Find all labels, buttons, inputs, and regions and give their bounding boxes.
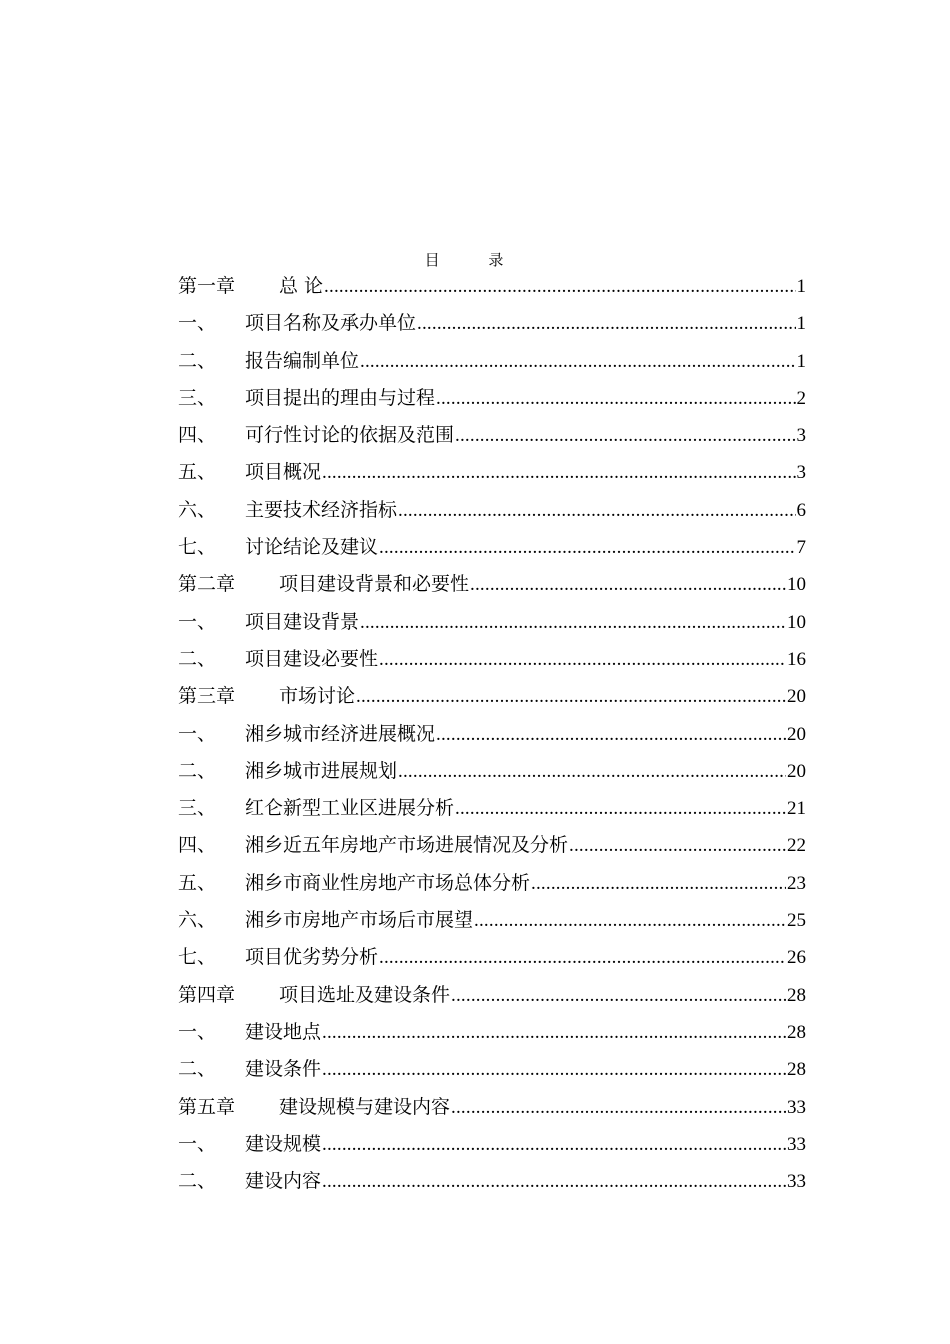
toc-chapter-entry[interactable] [178,678,806,715]
toc-section-entry[interactable] [178,902,806,939]
toc-section-entry[interactable] [178,380,806,417]
toc-entry-label: 市场讨论 [279,685,356,708]
toc-title: 目 录 [424,251,526,269]
toc-entry-label: 湘乡近五年房地产市场进展情况及分析 [245,834,569,857]
toc-entry-label: 项目优劣势分析 [245,946,379,969]
dot-leader [379,939,786,976]
toc-entry-number: 五、 [178,461,217,484]
toc-page-number: 22 [787,835,806,857]
dot-leader [322,1051,786,1088]
toc-chapter-entry[interactable] [178,566,806,603]
toc-entry-number: 六、 [178,498,217,521]
toc-entry-label: 红仑新型工业区进展分析 [245,797,455,820]
toc-page-number: 10 [787,611,806,633]
toc-page-number: 20 [787,723,806,745]
toc-entry-number: 一、 [178,1132,217,1155]
toc-entry-label: 报告编制单位 [245,349,360,372]
toc-page-number: 33 [787,1133,806,1155]
dot-leader [417,305,795,342]
dot-leader [474,902,786,939]
toc-entry-label: 建设内容 [245,1170,322,1193]
dot-leader [398,492,795,529]
dot-leader [379,641,786,678]
toc-page-number: 23 [787,872,806,894]
toc-entry-label: 项目名称及承办单位 [245,312,417,335]
toc-entry-number: 六、 [178,909,217,932]
toc-page-number: 10 [787,574,806,596]
toc-section-entry[interactable] [178,492,806,529]
toc-section-entry[interactable] [178,1163,806,1200]
toc-entry-label: 可行性讨论的依据及范围 [245,424,455,447]
dot-leader [455,417,795,454]
toc-section-entry[interactable] [178,827,806,864]
toc-section-entry[interactable] [178,604,806,641]
toc-page-number: 3 [796,425,806,447]
toc-entry-number: 第三章 [178,685,236,708]
toc-entry-number: 一、 [178,610,217,633]
dot-leader [379,529,795,566]
toc-section-entry[interactable] [178,305,806,342]
toc-entry-label: 主要技术经济指标 [245,498,398,521]
toc-entry-number: 三、 [178,386,217,409]
toc-entry-label: 湘乡市房地产市场后市展望 [245,909,474,932]
dot-leader [322,454,795,491]
toc-section-entry[interactable] [178,1051,806,1088]
toc-section-entry[interactable] [178,641,806,678]
toc-section-entry[interactable] [178,716,806,753]
dot-leader [436,380,795,417]
dot-leader [451,1089,786,1126]
toc-entry-label: 建设规模 [245,1132,322,1155]
toc-page-number: 28 [787,1021,806,1043]
toc-chapter-entry[interactable] [178,977,806,1014]
dot-leader [451,977,786,1014]
toc-page-number: 20 [787,760,806,782]
toc-page-number: 3 [796,462,806,484]
toc-page-number: 26 [787,947,806,969]
toc-entry-number: 二、 [178,759,217,782]
toc-entry-number: 七、 [178,536,217,559]
toc-section-entry[interactable] [178,529,806,566]
toc-entry-number: 二、 [178,349,217,372]
toc-entry-number: 第四章 [178,983,236,1006]
toc-page-number: 1 [796,313,806,335]
toc-page-number: 1 [796,350,806,372]
toc-section-entry[interactable] [178,454,806,491]
toc-entry-label: 项目选址及建设条件 [279,983,451,1006]
toc-entry-label: 湘乡市商业性房地产市场总体分析 [245,871,531,894]
toc-page-number: 25 [787,910,806,932]
toc-entry-label: 项目提出的理由与过程 [245,386,436,409]
toc-entry-number: 五、 [178,871,217,894]
toc-chapter-entry[interactable] [178,268,806,305]
toc-page-number: 28 [787,984,806,1006]
toc-entry-number: 四、 [178,424,217,447]
toc-entry-number: 第一章 [178,275,236,297]
toc-entry-label: 湘乡城市进展规划 [245,759,398,782]
dot-leader [322,1126,786,1163]
toc-section-entry[interactable] [178,939,806,976]
toc-entry-label: 总 论 [279,275,324,297]
toc-entry-label: 项目建设背景和必要性 [279,573,470,596]
toc-section-entry[interactable] [178,1126,806,1163]
toc-entry-number: 七、 [178,946,217,969]
toc-entry-label: 讨论结论及建议 [245,536,379,559]
toc-entry-number: 一、 [178,312,217,335]
toc-section-entry[interactable] [178,753,806,790]
toc-page-number: 33 [787,1096,806,1118]
toc-entry-number: 第五章 [178,1095,236,1118]
toc-entry-label: 建设地点 [245,1020,322,1043]
toc-entry-label: 项目建设背景 [245,610,360,633]
toc-entry-label: 项目建设必要性 [245,647,379,670]
toc-section-entry[interactable] [178,865,806,902]
toc-page-number: 7 [796,537,806,559]
toc-section-entry[interactable] [178,790,806,827]
toc-entry-label: 湘乡城市经济进展概况 [245,722,436,745]
toc-page-number: 28 [787,1059,806,1081]
dot-leader [470,566,786,603]
toc-entry-label: 项目概况 [245,461,322,484]
table-of-contents [178,268,806,1200]
dot-leader [436,716,786,753]
toc-entry-label: 建设条件 [245,1058,322,1081]
toc-page-number: 33 [787,1171,806,1193]
toc-entry-number: 二、 [178,1058,217,1081]
toc-page-number: 21 [787,798,806,820]
toc-entry-number: 二、 [178,647,217,670]
toc-entry-number: 三、 [178,797,217,820]
toc-page-number: 6 [796,499,806,521]
toc-entry-number: 二、 [178,1170,217,1193]
dot-leader [322,1014,786,1051]
toc-section-entry[interactable] [178,343,806,380]
dot-leader [356,678,786,715]
toc-page-number: 16 [787,648,806,670]
dot-leader [360,604,786,641]
toc-page-number: 2 [796,387,806,409]
toc-entry-number: 一、 [178,722,217,745]
toc-page-number: 20 [787,686,806,708]
dot-leader [360,343,795,380]
dot-leader [398,753,786,790]
toc-section-entry[interactable] [178,417,806,454]
toc-entry-label: 建设规模与建设内容 [279,1095,451,1118]
dot-leader [531,865,786,902]
dot-leader [569,827,786,864]
dot-leader [322,1163,786,1200]
toc-entry-number: 一、 [178,1020,217,1043]
toc-page-number: 1 [796,276,806,297]
dot-leader [324,268,795,305]
toc-entry-number: 四、 [178,834,217,857]
dot-leader [455,790,786,827]
toc-section-entry[interactable] [178,1014,806,1051]
toc-entry-number: 第二章 [178,573,236,596]
toc-chapter-entry[interactable] [178,1089,806,1126]
